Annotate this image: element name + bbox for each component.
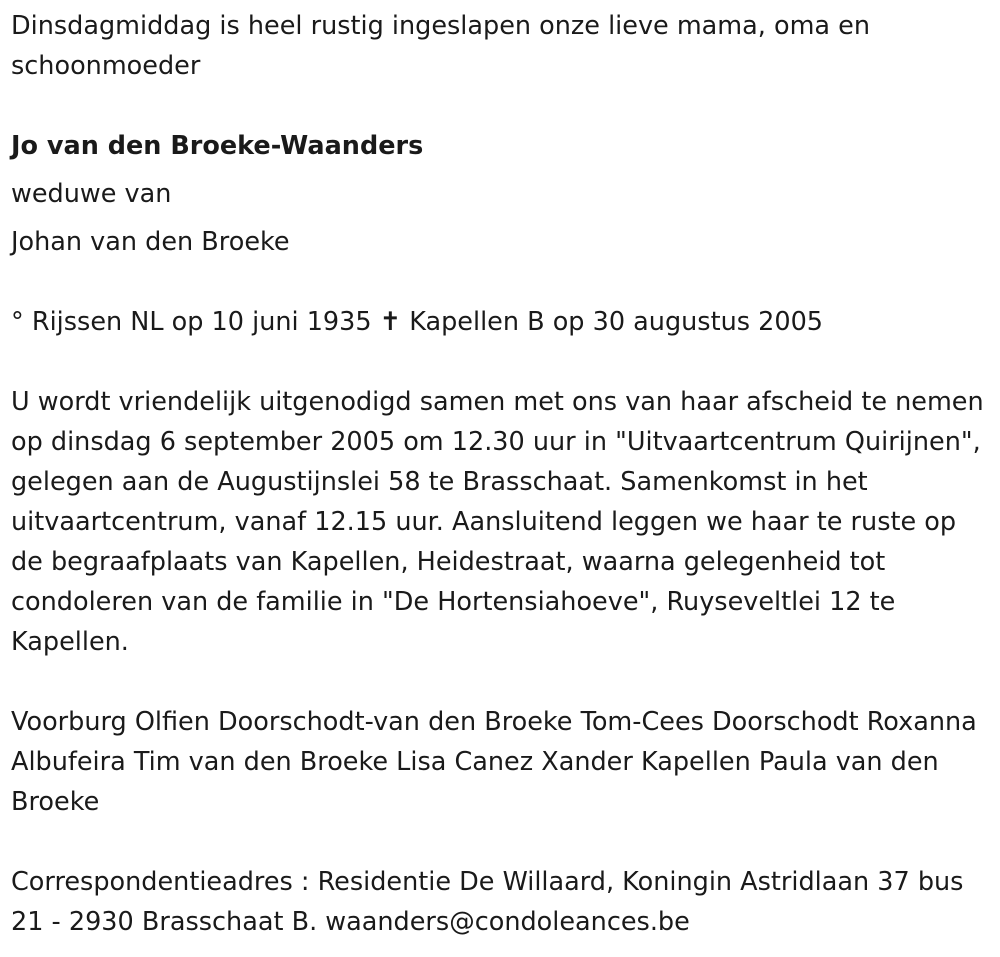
family-list: Voorburg Olfien Doorschodt-van den Broeke Tom-Cees Doorschodt Roxanna Albufeira Tim van den Broeke Lisa Canez Xander Kapellen Paula van den Broeke [11, 707, 977, 817]
spacer [11, 86, 991, 126]
birth-info: Rijssen NL op 10 juni 1935 [31, 307, 372, 337]
widow-label: weduwe van [11, 179, 172, 209]
intro-text: Dinsdagmiddag is heel rustig ingeslapen onze lieve mama, oma en schoonmoeder [11, 11, 871, 81]
birth-symbol: ° [11, 307, 24, 337]
correspondence-address: Correspondentieadres : Residentie De Willaard, Koningin Astridlaan 37 bus 21 - 2930 Brasschaat B. waanders@condoleances.be [11, 867, 964, 937]
obituary-document [11, 6, 991, 942]
invitation-text: U wordt vriendelijk uitgenodigd samen met ons van haar afscheid te nemen op dinsdag 6 september 2005 om 12.30 uur in "Uitvaartcentrum Quirijnen", gelegen aan de Augustijnslei 58 te Brasschaat. Samenkomst in het uitvaartcentrum, vanaf 12.15 uur. Aansluitend leggen we haar te ruste op de begraafplaats van Kapellen, Heidestraat, waarna gelegenheid tot condoleren van de familie in "De Hortensiahoeve", Ruyseveltlei 12 te Kapellen. [11, 387, 984, 657]
spacer [11, 662, 991, 702]
spacer [11, 342, 991, 382]
cross-icon: ✝ [379, 307, 402, 337]
spacer [11, 822, 991, 862]
spacer [11, 262, 991, 302]
death-info: Kapellen B op 30 augustus 2005 [409, 307, 824, 337]
birth-death-line [11, 302, 991, 342]
spouse-name: Johan van den Broeke [11, 227, 290, 257]
deceased-name: Jo van den Broeke-Waanders [11, 131, 424, 161]
